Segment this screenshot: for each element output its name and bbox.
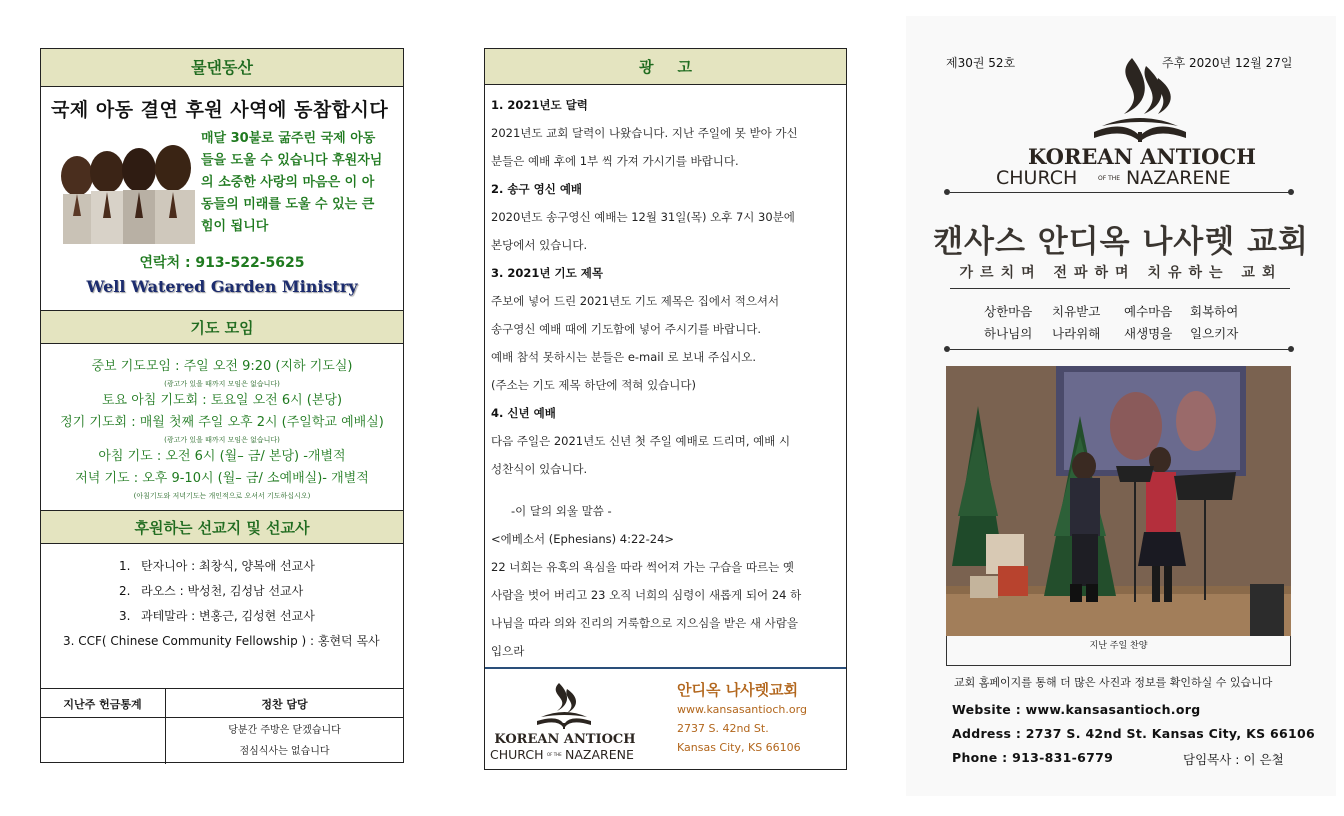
sponsor-contact: 연락처 : 913-522-5625 [139, 255, 305, 271]
missionary-item: 2. 라오스 : 박성천, 김성남 선교사 [119, 584, 304, 598]
motto-word: 상한마음 [984, 304, 1033, 319]
website-line[interactable]: Website : www.kansasantioch.org [952, 702, 1201, 717]
sponsor-headline: 국제 아동 결연 후원 사역에 동참합시다 [51, 99, 389, 121]
announcement-text: 성찬식이 있습니다. [491, 462, 588, 476]
motto-word: 예수마음 [1124, 304, 1173, 319]
motto-word: 나라위해 [1052, 326, 1101, 341]
church-city: Kansas City, KS 66106 [677, 741, 801, 754]
motto-word: 일으키자 [1190, 326, 1239, 341]
prayer-meeting-header: 기도 모임 [41, 310, 403, 344]
missions-panel [40, 48, 404, 763]
missionary-list [41, 544, 403, 654]
church-logo-small [487, 677, 643, 767]
prayer-meeting-item: 토요 아침 기도회 : 토요일 오전 6시 (본당) [101, 393, 343, 408]
sponsor-line: 매달 30불로 굶주린 국제 아동 [201, 131, 376, 146]
logo-text-of-the: OF THE [547, 752, 562, 757]
announcement-text: 주보에 넣어 드린 2021년도 기도 제목은 집에서 적으셔서 [491, 294, 780, 308]
prayer-note: (광고가 있을 때까지 모임은 없습니다) [164, 380, 280, 388]
monthly-verse-title: -이 달의 외울 말씀 - [511, 504, 612, 518]
offering-stats-header: 지난주 헌금통계 [63, 698, 142, 711]
verse-line: 나님을 따라 의와 진리의 거룩함으로 지으심을 받은 새 사람을 [491, 616, 798, 630]
sponsor-line: 동들의 미래를 도울 수 있는 큰 [201, 197, 375, 212]
announcement-title: 1. 2021년도 달력 [491, 98, 588, 112]
homepage-note: 교회 홈페이지를 통해 더 많은 사진과 정보를 확인하실 수 있습니다 [954, 676, 1273, 689]
church-street: 2737 S. 42nd St. [677, 722, 769, 735]
announcements-panel [484, 48, 847, 770]
logo-text-of-the: OF THE [1098, 175, 1121, 182]
senior-pastor: 담임목사 : 이 은철 [1183, 752, 1284, 767]
sponsor-section [41, 122, 403, 250]
volume-number: 제30권 52호 [946, 56, 1016, 70]
prayer-note: (아침기도와 저녁기도는 개인적으로 오셔서 기도하십시오) [133, 492, 311, 500]
prayer-meeting-item: 정기 기도회 : 매월 첫째 주일 오후 2시 (주일학교 예배실) [60, 415, 384, 430]
verse-reference: <에베소서 (Ephesians) 4:22-24> [491, 532, 675, 546]
verse-line: 사람을 벗어 버리고 23 오직 너희의 심령이 새롭게 되어 24 하 [491, 588, 802, 602]
logo-text-church: CHURCH [490, 747, 544, 762]
missionary-item: 3. 과테말라 : 변홍근, 김성현 선교사 [119, 609, 315, 623]
motto-word: 하나님의 [984, 326, 1033, 341]
logo-text-church: CHURCH [996, 167, 1078, 189]
announcement-text: 다음 주일은 2021년도 신년 첫 주일 예배로 드리며, 예배 시 [491, 434, 791, 448]
phone-line: Phone : 913-831-6779 [952, 750, 1114, 765]
logo-text-korean-antioch: KOREAN ANTIOCH [1027, 144, 1257, 169]
announcements-body [485, 85, 846, 665]
logo-text-nazarene: NAZARENE [1126, 167, 1231, 189]
church-name: 캔사스 안디옥 나사렛 교회 [933, 224, 1309, 260]
motto-word: 회복하여 [1190, 304, 1239, 319]
verse-line: 22 너희는 유혹의 욕심을 따라 썩어져 가는 구습을 따르는 옛 [491, 560, 795, 574]
announcement-text: 예배 참석 못하시는 분들은 e-mail 로 보내 주십시오. [491, 350, 757, 364]
address-line: Address : 2737 S. 42nd St. Kansas City, KS 66106 [952, 726, 1316, 741]
photo-caption: 지난 주일 찬양 [946, 636, 1291, 666]
prayer-meeting-item: 중보 기도모임 : 주일 오전 9:20 (지하 기도실) [91, 359, 353, 374]
kitchen-closed-note: 당분간 주방은 닫겠습니다 [228, 725, 341, 736]
missions-header: 후원하는 선교지 및 선교사 [41, 510, 403, 544]
church-website[interactable]: www.kansasantioch.org [677, 703, 807, 716]
sponsor-line: 힘이 됩니다 [201, 219, 269, 234]
verse-line: 입으라 [491, 644, 525, 658]
ccf-item: 3. CCF( Chinese Community Fellowship ) : 홍현덕 목사 [63, 634, 380, 648]
announcement-title: 3. 2021년 기도 제목 [491, 266, 603, 280]
sponsor-description [201, 128, 397, 238]
offering-meal-table [40, 688, 404, 764]
announcement-text: 송구영신 예배 때에 기도함에 넣어 주시기를 바랍니다. [491, 322, 761, 336]
church-logo [982, 56, 1302, 206]
announcement-text: 2021년도 교회 달력이 나왔습니다. 지난 주일에 못 받아 가신 [491, 126, 798, 140]
sponsor-line: 의 소중한 사랑의 마음은 이 아 [201, 175, 375, 190]
prayer-schedule [41, 344, 403, 502]
sponsor-line: 들을 도울 수 있습니다 후원자님 [201, 153, 383, 168]
meal-duty-header: 정찬 담당 [261, 698, 308, 711]
motto-word: 치유받고 [1052, 304, 1101, 319]
worship-photo [946, 366, 1291, 636]
logo-text-korean-antioch: KOREAN ANTIOCH [494, 732, 636, 747]
prayer-meeting-item: 아침 기도 : 오전 6시 (월– 금/ 본당) -개별적 [98, 449, 346, 464]
no-lunch-note: 점심식사는 없습니다 [239, 746, 330, 757]
logo-text-nazarene: NAZARENE [565, 747, 634, 762]
ministry-name: Well Watered Garden Ministry [86, 277, 358, 296]
missionary-item: 1. 탄자니아 : 최창식, 양복애 선교사 [119, 559, 315, 573]
prayer-note: (광고가 있을 때까지 모임은 없습니다) [164, 436, 280, 444]
announcement-title: 4. 신년 예배 [491, 406, 556, 420]
motto-word: 새생명을 [1124, 326, 1173, 341]
church-name-korean: 안디옥 나사렛교회 [677, 681, 799, 699]
well-watered-garden-header: 물댄동산 [41, 49, 403, 87]
announcement-text: 2020년도 송구영신 예배는 12월 31일(목) 오후 7시 30분에 [491, 210, 795, 224]
announcement-text: 분들은 예배 후에 1부 씩 가져 가시기를 바랍니다. [491, 154, 739, 168]
announcements-header: 광고 [485, 49, 846, 85]
prayer-meeting-item: 저녁 기도 : 오후 9-10시 (월– 금/ 소예배실)- 개별적 [75, 471, 369, 486]
announcement-title: 2. 송구 영신 예배 [491, 182, 583, 196]
announcement-text: 본당에서 있습니다. [491, 238, 588, 252]
bulletin-date: 주후 2020년 12월 27일 [1162, 56, 1293, 70]
announcement-text: (주소는 기도 제목 하단에 적혀 있습니다) [491, 378, 696, 392]
cover-panel [906, 16, 1336, 796]
church-tagline: 가르치며 전파하며 치유하는 교회 [959, 265, 1283, 281]
announcement-list [491, 91, 838, 483]
church-footer [485, 667, 846, 771]
praying-children-photo [55, 136, 199, 244]
